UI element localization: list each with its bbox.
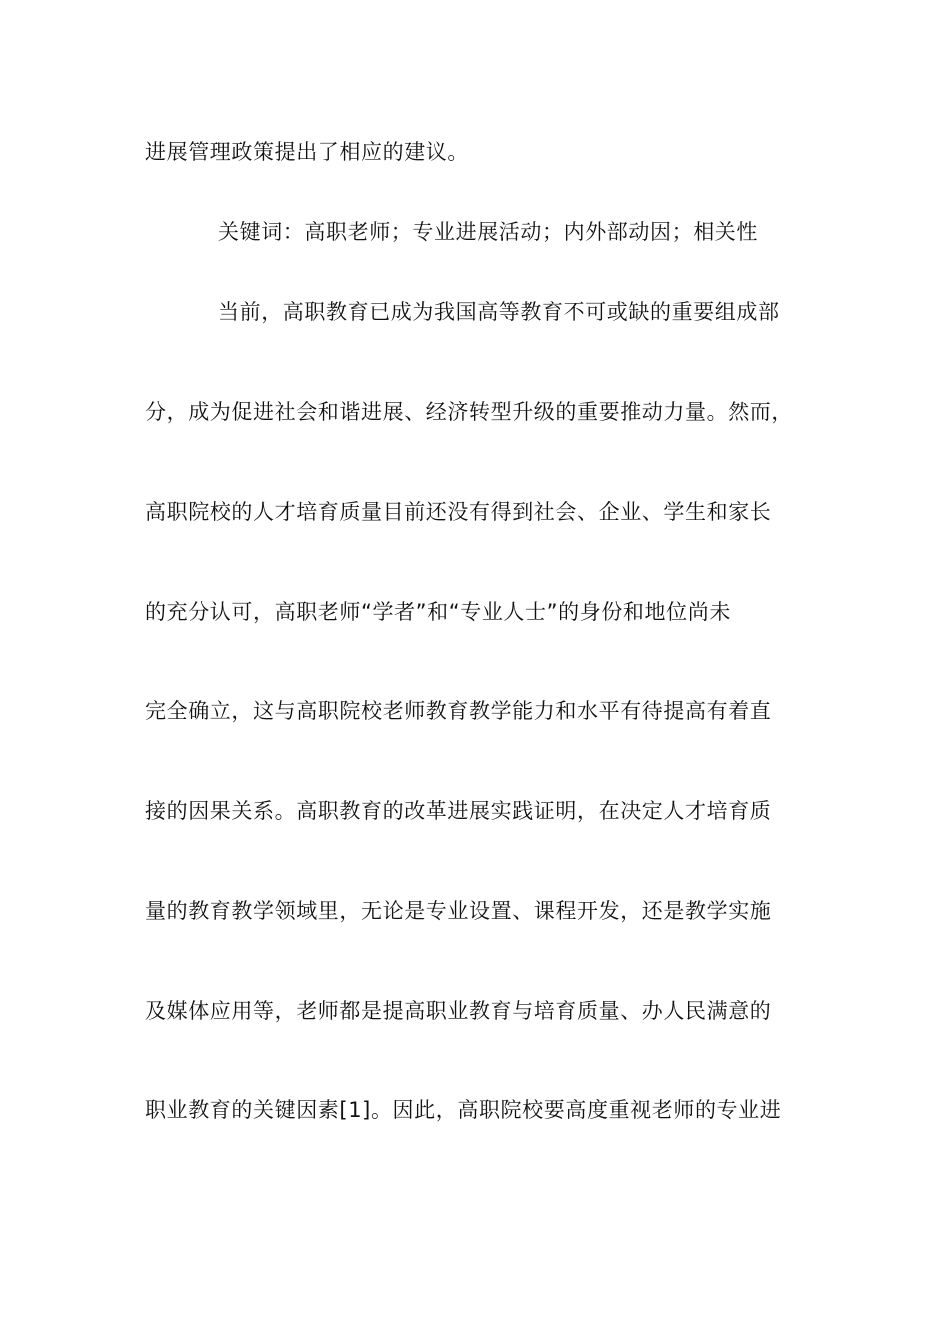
body-paragraph-line: 高职院校的人才培育质量目前还没有得到社会、企业、学生和家长 (145, 500, 772, 524)
body-paragraph-line: 完全确立，这与高职院校老师教育教学能力和水平有待提高有着直 (145, 699, 772, 723)
body-paragraph-line: 职业教育的关键因素[1]。因此，高职院校要高度重视老师的专业进 (145, 1098, 782, 1122)
keywords-line: 关键词：高职老师；专业进展活动；内外部动因；相关性 (218, 220, 758, 244)
body-paragraph-line: 当前，高职教育已成为我国高等教育不可或缺的重要组成部 (218, 300, 780, 324)
body-paragraph-line: 接的因果关系。高职教育的改革进展实践证明，在决定人才培育质 (145, 799, 772, 823)
body-paragraph-line: 的充分认可，高职老师“学者”和“专业人士”的身份和地位尚未 (145, 600, 731, 624)
body-paragraph-line: 量的教育教学领域里，无论是专业设置、课程开发，还是教学实施 (145, 899, 772, 923)
body-paragraph-line: 分，成为促进社会和谐进展、经济转型升级的重要推动力量。然而， (145, 400, 793, 424)
body-paragraph-line: 及媒体应用等，老师都是提高职业教育与培育质量、办人民满意的 (145, 999, 772, 1023)
abstract-closing-line: 进展管理政策提出了相应的建议。 (145, 140, 469, 164)
